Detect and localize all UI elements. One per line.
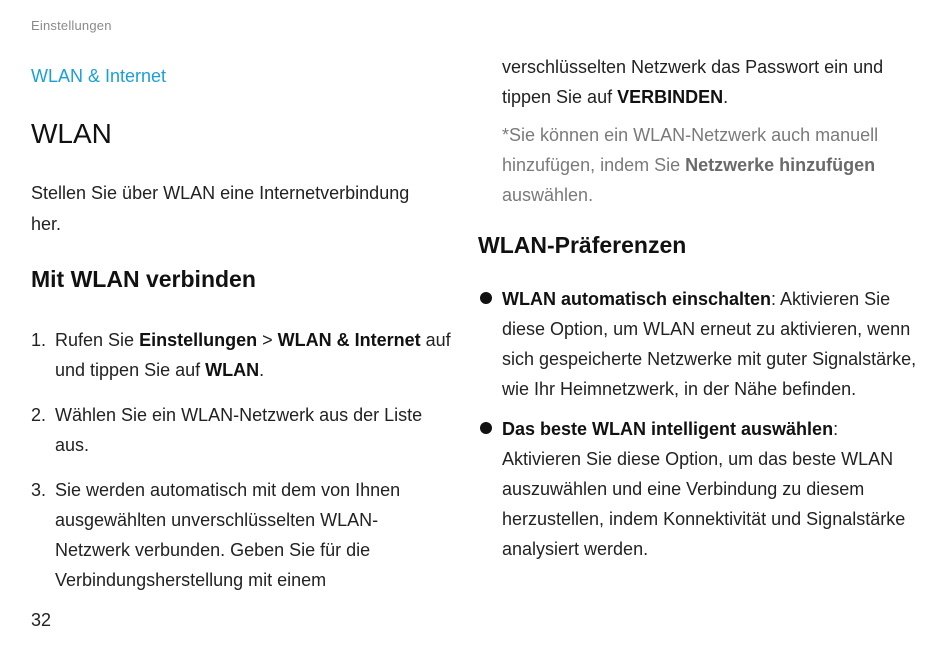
step-number: 2. [31,405,47,425]
running-head: Einstellungen [31,18,112,33]
option-name: WLAN automatisch einschalten [502,289,772,309]
section-heading-connect: Mit WLAN verbinden [31,266,256,292]
step-continuation: verschlüsselten Netzwerk das Passwort ein und tippen Sie auf VERBINDEN. [502,57,884,107]
step-keyword: VERBINDEN [617,87,724,107]
step-item [31,325,451,385]
breadcrumb: WLAN & Internet [31,66,167,86]
step-item [31,475,451,595]
step-text: Rufen Sie Einstellungen > WLAN & Internet auf und tippen Sie auf WLAN. [55,330,451,380]
page-number: 32 [31,610,52,630]
page-title: WLAN [31,118,112,149]
step-keyword: Einstellungen [139,330,258,350]
note-keyword: Netzwerke hinzufügen [685,155,876,175]
step-keyword: WLAN [205,360,260,380]
step-keyword: WLAN & Internet [277,330,421,350]
step-number: 1. [31,330,47,350]
list-item [478,414,918,564]
option-name: Das beste WLAN intelligent auswählen [502,419,834,439]
bullet-text: WLAN automatisch einschalten: Aktivieren Sie diese Option, um WLAN erneut zu aktivieren, wenn sich gespeicherte Netzwerke mit guter Signalstärke, wie Ihr Heimnetzwerk, in der Nähe befinden. [502,289,917,399]
step-number: 3. [31,480,47,500]
preferences-list [478,284,918,574]
steps-list [31,325,451,610]
section-heading-preferences: WLAN-Präferenzen [478,232,687,258]
step-item [31,400,451,460]
note-text: *Sie können ein WLAN-Netzwerk auch manuell hinzufügen, indem Sie Netzwerke hinzufügen auswählen. [502,125,879,205]
intro-text: Stellen Sie über WLAN eine Internetverbindung her. [31,183,410,234]
bullet-icon [478,284,502,404]
bullet-icon [478,414,502,564]
step-text: Wählen Sie ein WLAN-Netzwerk aus der Liste aus. [55,405,423,455]
bullet-text: Das beste WLAN intelligent auswählen: Aktivieren Sie diese Option, um das beste WLAN auszuwählen und eine Verbindung zu diesem herzustellen, indem Konnektivität und Signalstärke analysiert werden. [502,419,906,559]
step-text: Sie werden automatisch mit dem von Ihnen ausgewählten unverschlüsselten WLAN-Netzwerk verbunden. Geben Sie für die Verbindungsherstellung mit einem [55,480,401,590]
list-item [478,284,918,404]
